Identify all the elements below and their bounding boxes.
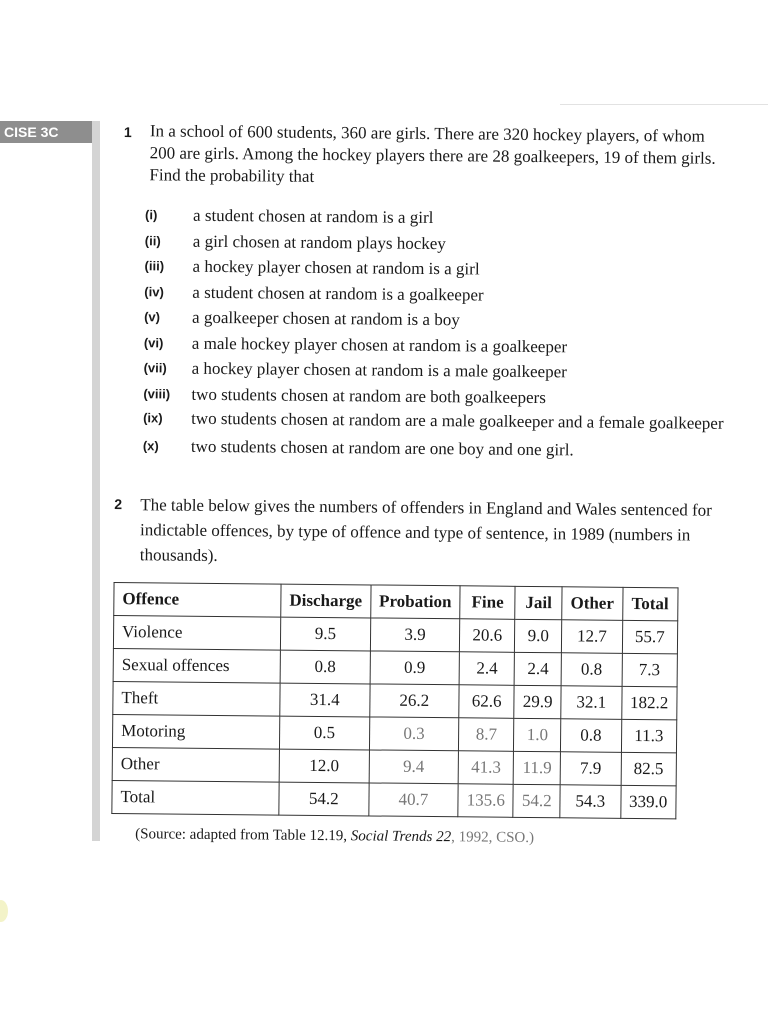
table-cell: 12.0 [279, 749, 369, 783]
table-cell: 54.2 [279, 782, 369, 816]
question-1-items [143, 202, 745, 464]
item-text: two students chosen at random are both goalkeepers [191, 384, 546, 407]
table-cell: 9.4 [369, 750, 459, 784]
question-2-text: The table below gives the numbers of offenders in England and Wales sentenced for indictable offences, by type of offence and type of sentence, in 1989 (numbers in thousands). [139, 495, 712, 565]
item-label: (iv) [144, 283, 164, 299]
table-cell: Motoring [112, 714, 279, 749]
table-cell: 11.9 [514, 751, 561, 784]
table-cell: 54.2 [513, 784, 560, 817]
table-cell: 29.9 [514, 685, 561, 718]
item-label: (iii) [144, 258, 165, 274]
table-cell: Violence [113, 615, 280, 650]
table-row [113, 648, 677, 686]
item-label: (i) [145, 207, 158, 223]
source-prefix: (Source: adapted from Table 12.19, [135, 826, 348, 845]
item-label: (viii) [143, 385, 171, 402]
top-rule [560, 104, 768, 105]
question-1-number: 1 [123, 124, 132, 141]
table-cell: 20.6 [460, 619, 516, 653]
table-cell: 0.3 [369, 717, 459, 751]
table-total-row [112, 780, 676, 818]
table-cell: 12.7 [562, 620, 623, 654]
list-item [143, 406, 743, 435]
table-cell: 0.9 [370, 651, 460, 685]
table-row [113, 615, 677, 653]
page-content [114, 120, 748, 847]
table-cell: 26.2 [370, 684, 460, 718]
column-header: Fine [460, 586, 516, 620]
table-cell: 9.5 [280, 617, 370, 651]
table-cell: 7.3 [622, 653, 678, 687]
table-cell: 82.5 [621, 752, 677, 786]
table-cell: 339.0 [620, 785, 676, 819]
question-2-number: 2 [114, 495, 123, 513]
table-cell: 40.7 [369, 783, 459, 817]
table-cell: 135.6 [458, 784, 514, 818]
table-cell: 31.4 [280, 683, 370, 717]
table-cell: Theft [113, 681, 280, 716]
table-cell: Other [112, 747, 279, 782]
table-cell: 62.6 [459, 685, 515, 719]
item-text: two students chosen at random are a male goalkeeper and a female goalkeeper [191, 408, 724, 433]
table-cell: Sexual offences [113, 648, 280, 683]
column-header: Discharge [281, 584, 371, 618]
margin-bar [92, 121, 100, 841]
source-title: Social Trends 22 [350, 828, 452, 846]
table-cell: 0.8 [280, 650, 370, 684]
table-cell: 182.2 [621, 686, 677, 720]
table-cell: 1.0 [514, 718, 561, 751]
column-header: Probation [370, 585, 460, 619]
list-item [143, 433, 743, 464]
item-label: (ix) [143, 410, 163, 426]
question-1-intro: In a school of 600 students, 360 are girls. There are 320 hockey players, of whom 200 are girls. Among the hockey players there are 28 goalkeepers, 19 of them girls. Find the probability that [149, 121, 716, 186]
item-label: (vii) [143, 360, 167, 376]
column-header: Jail [515, 586, 562, 619]
item-text: a girl chosen at random plays hockey [192, 231, 446, 253]
table-cell: 0.5 [279, 716, 369, 750]
page-edge-mark [0, 900, 8, 922]
item-text: a goalkeeper chosen at random is a boy [192, 307, 460, 330]
question-2 [114, 492, 745, 573]
offenders-table [111, 582, 678, 819]
column-header: Offence [114, 582, 281, 617]
table-header-row [114, 582, 678, 620]
table-cell: 0.8 [561, 653, 622, 687]
item-text: a hockey player chosen at random is a male goalkeeper [191, 358, 567, 382]
table-cell: 0.8 [561, 719, 622, 753]
table-source [135, 826, 534, 847]
table-cell: 7.9 [560, 752, 621, 786]
table-cell: 2.4 [514, 652, 561, 685]
item-text: a hockey player chosen at random is a girl [192, 256, 480, 279]
table-cell: 8.7 [459, 718, 515, 752]
table-cell: 41.3 [458, 751, 514, 785]
item-text: a student chosen at random is a goalkeeper [192, 282, 484, 305]
table-cell: 9.0 [515, 619, 562, 652]
table-cell: 3.9 [370, 618, 460, 652]
exercise-tab: CISE 3C [0, 121, 92, 143]
table-row [113, 681, 677, 719]
source-suffix: , 1992, CSO.) [451, 829, 535, 847]
table-cell: 32.1 [561, 686, 622, 720]
table-cell: 2.4 [459, 652, 515, 686]
table-row [112, 714, 676, 752]
table-cell: Total [112, 780, 279, 815]
table-cell: 55.7 [622, 620, 678, 654]
column-header: Other [562, 587, 623, 621]
item-text: a student chosen at random is a girl [192, 205, 434, 228]
item-text: a male hockey player chosen at random is a goalkeeper [191, 333, 568, 356]
table-row [112, 747, 676, 785]
table-cell: 54.3 [560, 785, 621, 819]
item-label: (ii) [144, 232, 161, 248]
item-label: (vi) [143, 334, 164, 350]
item-label: (x) [142, 438, 159, 454]
item-label: (v) [144, 309, 161, 325]
column-header: Total [622, 587, 678, 621]
item-text: two students chosen at random are one boy and one girl. [190, 436, 574, 460]
table-cell: 11.3 [621, 719, 677, 753]
